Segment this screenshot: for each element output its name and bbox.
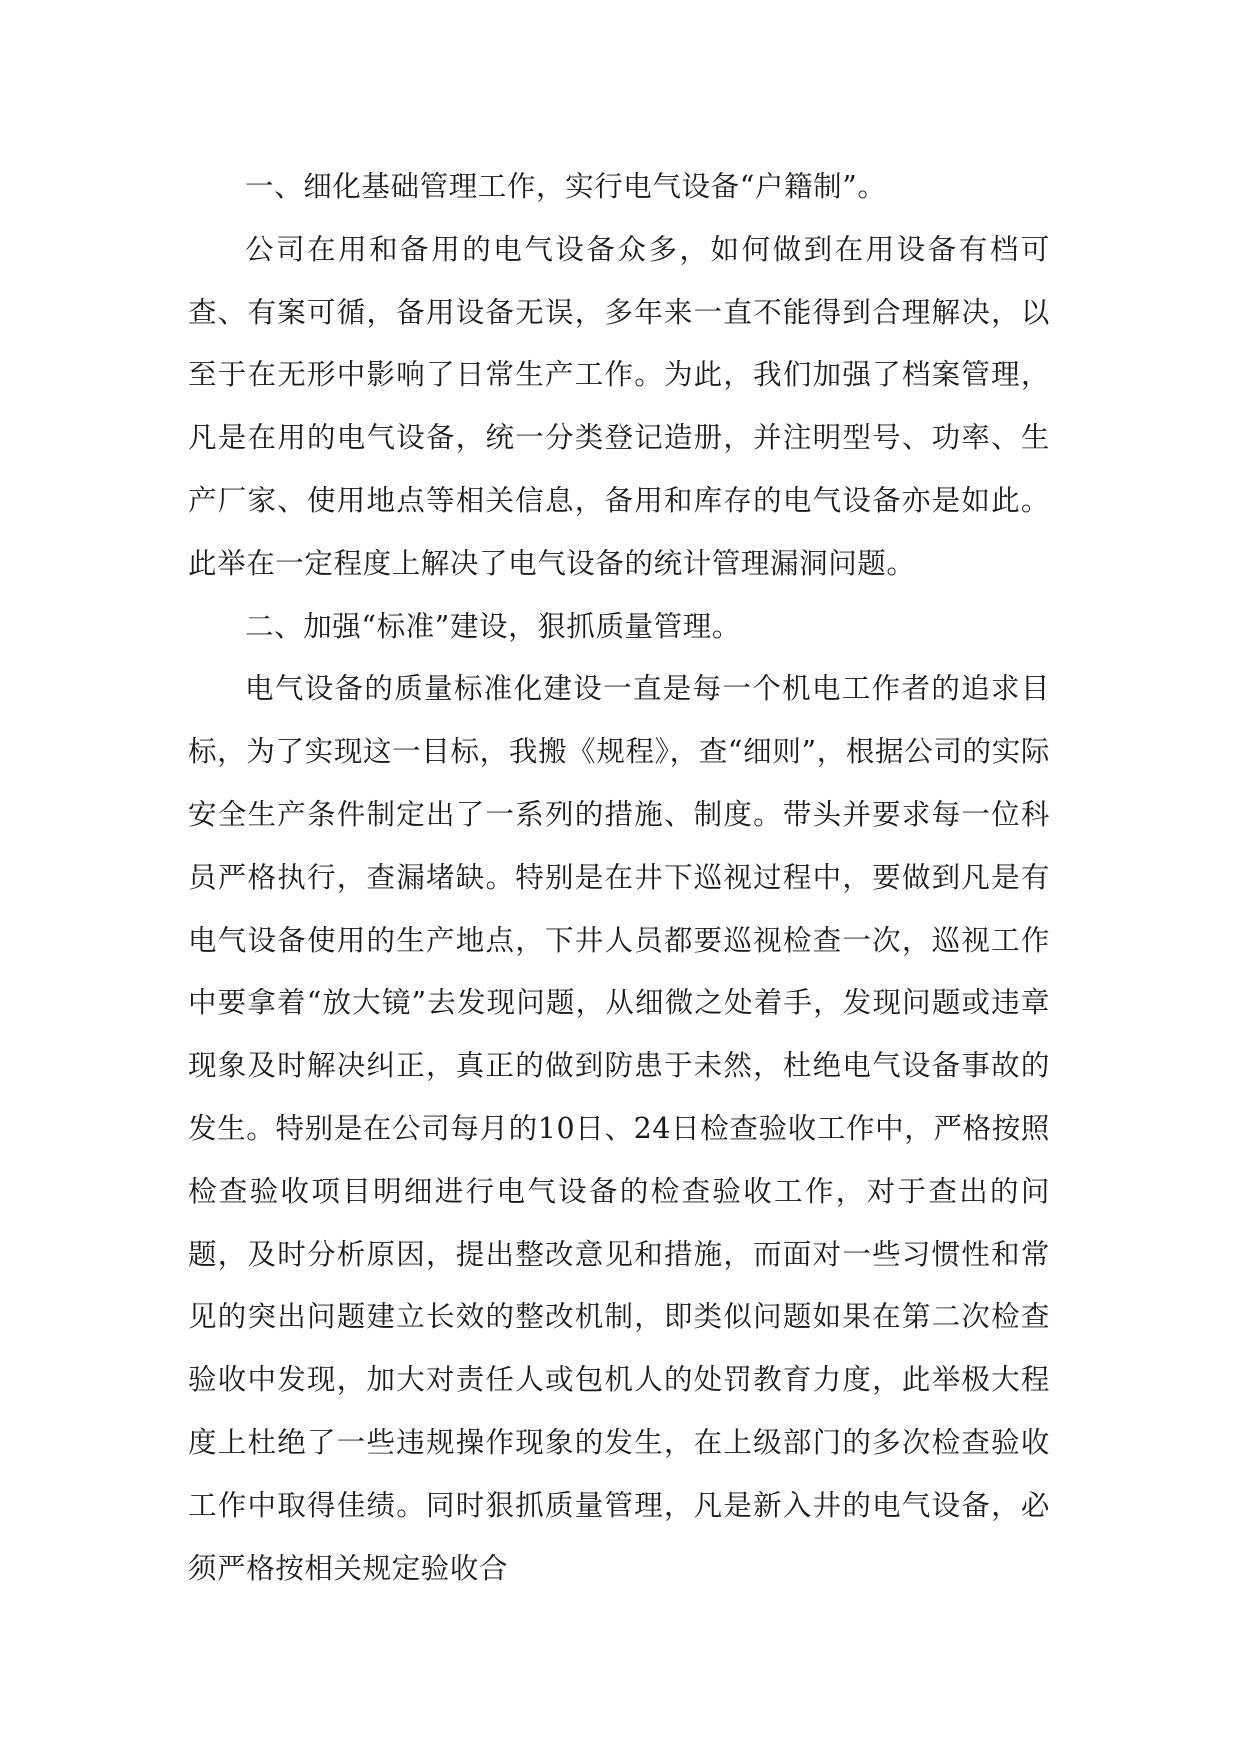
section-heading-2: 二、加强“标准”建设，狠抓质量管理。 [245,609,741,643]
body-paragraph-1: 公司在用和备用的电气设备众多，如何做到在用设备有档可查、有案可循，备用设备无误，多年来一直不能得到合理解决，以至于在无形中影响了日常生产工作。为此，我们加强了档案管理，凡是在用的电气设备，统一分类登记造册，并注明型号、功率、生产厂家、使用地点等相关信息，备用和库存的电气设备亦是如此。此举在一定程度上解决了电气设备的统计管理漏洞问题。 [188,232,1050,580]
body-paragraph-2: 电气设备的质量标准化建设一直是每一个机电工作者的追求目标，为了实现这一目标，我搬《规程》，查“细则”，根据公司的实际安全生产条件制定出了一系列的措施、制度。带头并要求每一位科员严格执行，查漏堵缺。特别是在井下巡视过程中，要做到凡是有电气设备使用的生产地点，下井人员都要巡视检查一次，巡视工作中要拿着“放大镜”去发现问题，从细微之处着手，发现问题或违章现象及时解决纠正，真正的做到防患于未然，杜绝电气设备事故的发生。特别是在公司每月的10日、24日检查验收工作中，严格按照检查验收项目明细进行电气设备的检查验收工作，对于查出的问题，及时分析原因，提出整改意见和措施，而面对一些习惯性和常见的突出问题建立长效的整改机制，即类似问题如果在第二次检查验收中发现，加大对责任人或包机人的处罚教育力度，此举极大程度上杜绝了一些违规操作现象的发生，在上级部门的多次检查验收工作中取得佳绩。同时狠抓质量管理，凡是新入井的电气设备，必须严格按相关规定验收合 [188,672,1050,1585]
document-body [188,156,1050,1600]
section-heading-1: 一、细化基础管理工作，实行电气设备“户籍制”。 [245,170,887,203]
